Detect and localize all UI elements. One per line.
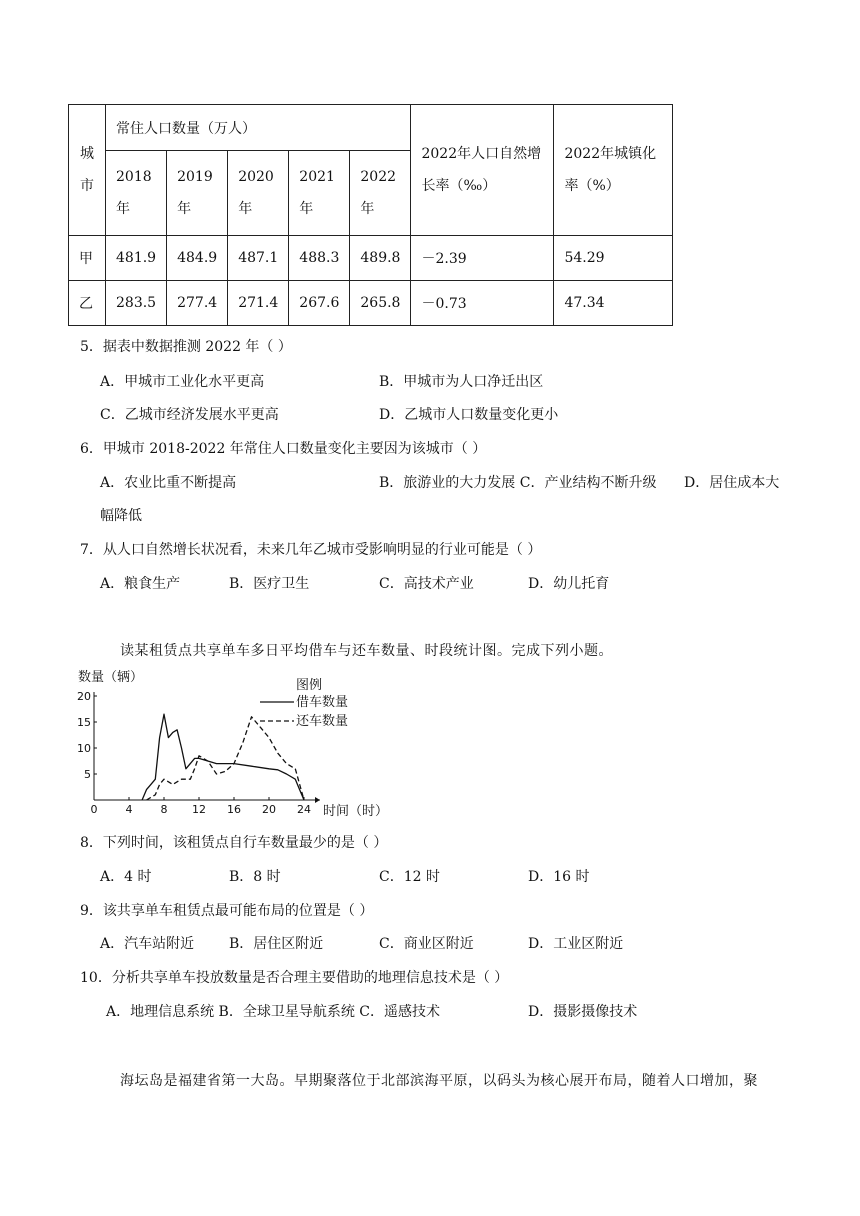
legend-label: 还车数量 (296, 714, 349, 729)
x-tick-label: 20 (262, 803, 276, 816)
legend-title: 图例 (296, 678, 323, 693)
island-intro-text: 海坛岛是福建省第一大岛。早期聚落位于北部滨海平原，以码头为核心展开布局，随着人口增加，聚 (120, 1073, 758, 1089)
question-9-option-b[interactable]: B．居住区附近 (229, 936, 324, 952)
question-8-option-c[interactable]: C．12 时 (379, 869, 440, 885)
x-tick-label: 12 (192, 803, 206, 816)
x-tick-label: 0 (90, 803, 98, 816)
question-9-option-a[interactable]: A．汽车站附近 (100, 936, 195, 952)
pop-cell: 489.8 (350, 236, 411, 281)
question-7-option-d[interactable]: D．幼儿托育 (528, 576, 610, 592)
x-tick-label: 24 (297, 803, 311, 816)
question-5-option-c[interactable]: C．乙城市经济发展水平更高 (100, 407, 279, 423)
y-tick-label: 5 (84, 768, 91, 781)
x-tick-label: 16 (227, 803, 241, 816)
y-tick-label: 15 (77, 716, 91, 729)
urban-cell: 47.34 (554, 281, 673, 326)
question-6-option-d-continued: 幅降低 (100, 508, 142, 524)
city-cell: 甲 (69, 236, 106, 281)
legend-label: 借车数量 (296, 695, 349, 710)
pop-cell: 265.8 (350, 281, 411, 326)
question-6-option-d[interactable]: D．居住成本大 (684, 475, 780, 491)
x-tick-label: 8 (160, 803, 168, 816)
year-header: 2021年 (289, 151, 350, 236)
pop-cell: 271.4 (228, 281, 289, 326)
city-header: 城市 (69, 105, 106, 236)
question-7-option-c[interactable]: C．高技术产业 (379, 576, 474, 592)
y-tick-label: 20 (77, 690, 91, 703)
question-7-stem: 7．从人口自然增长状况看，未来几年乙城市受影响明显的行业可能是（ ） (80, 542, 542, 558)
question-9-option-d[interactable]: D．工业区附近 (528, 936, 624, 952)
x-axis-arrow (315, 797, 320, 803)
urban-cell: 54.29 (554, 236, 673, 281)
question-6-option-a[interactable]: A．农业比重不断提高 (100, 475, 237, 491)
x-tick-label: 4 (125, 803, 133, 816)
population-table (68, 104, 673, 326)
question-5-option-b[interactable]: B．甲城市为人口净迁出区 (379, 374, 544, 390)
question-7-option-b[interactable]: B．医疗卫生 (229, 576, 310, 592)
pop-cell: 267.6 (289, 281, 350, 326)
question-10-option-d[interactable]: D．摄影摄像技术 (528, 1004, 638, 1020)
year-header: 2019年 (167, 151, 228, 236)
pop-cell: 277.4 (167, 281, 228, 326)
growth-cell: －2.39 (411, 236, 554, 281)
question-8-option-d[interactable]: D．16 时 (528, 869, 590, 885)
pop-cell: 481.9 (106, 236, 167, 281)
bike-rental-chart (72, 664, 392, 824)
question-5-option-d[interactable]: D．乙城市人口数量变化更小 (379, 407, 559, 423)
y-axis-label: 数量（辆） (78, 670, 144, 685)
question-5-option-a[interactable]: A．甲城市工业化水平更高 (100, 374, 265, 390)
bike-intro-text: 读某租赁点共享单车多日平均借车与还车数量、时段统计图。完成下列小题。 (120, 643, 613, 659)
urban-header: 2022年城镇化率（%） (554, 105, 673, 236)
question-10-option-abc[interactable]: A．地理信息系统 B．全球卫星导航系统 C．遥感技术 (106, 1004, 441, 1020)
x-axis-label: 时间（时） (323, 804, 389, 819)
question-6-option-bc[interactable]: B．旅游业的大力发展 C．产业结构不断升级 (379, 475, 657, 491)
return-series-line (147, 717, 305, 800)
pop-cell: 484.9 (167, 236, 228, 281)
year-header: 2018年 (106, 151, 167, 236)
pop-cell: 488.3 (289, 236, 350, 281)
question-5-stem: 5．据表中数据推测 2022 年（ ） (80, 339, 292, 355)
borrow-series-line (142, 714, 304, 800)
question-8-option-b[interactable]: B．8 时 (229, 869, 281, 885)
growth-header: 2022年人口自然增长率（‰） (411, 105, 554, 236)
question-9-stem: 9．该共享单车租赁点最可能布局的位置是（ ） (80, 903, 374, 919)
city-cell: 乙 (69, 281, 106, 326)
growth-cell: －0.73 (411, 281, 554, 326)
question-8-option-a[interactable]: A．4 时 (100, 869, 152, 885)
population-header: 常住人口数量（万人） (106, 105, 411, 151)
question-7-option-a[interactable]: A．粮食生产 (100, 576, 181, 592)
year-header: 2020年 (228, 151, 289, 236)
pop-cell: 487.1 (228, 236, 289, 281)
pop-cell: 283.5 (106, 281, 167, 326)
question-6-stem: 6．甲城市 2018-2022 年常住人口数量变化主要因为该城市（ ） (80, 441, 487, 457)
question-10-stem: 10．分析共享单车投放数量是否合理主要借助的地理信息技术是（ ） (80, 970, 509, 986)
question-8-stem: 8．下列时间，该租赁点自行车数量最少的是（ ） (80, 835, 388, 851)
question-9-option-c[interactable]: C．商业区附近 (379, 936, 474, 952)
year-header: 2022年 (350, 151, 411, 236)
y-tick-label: 10 (77, 742, 91, 755)
